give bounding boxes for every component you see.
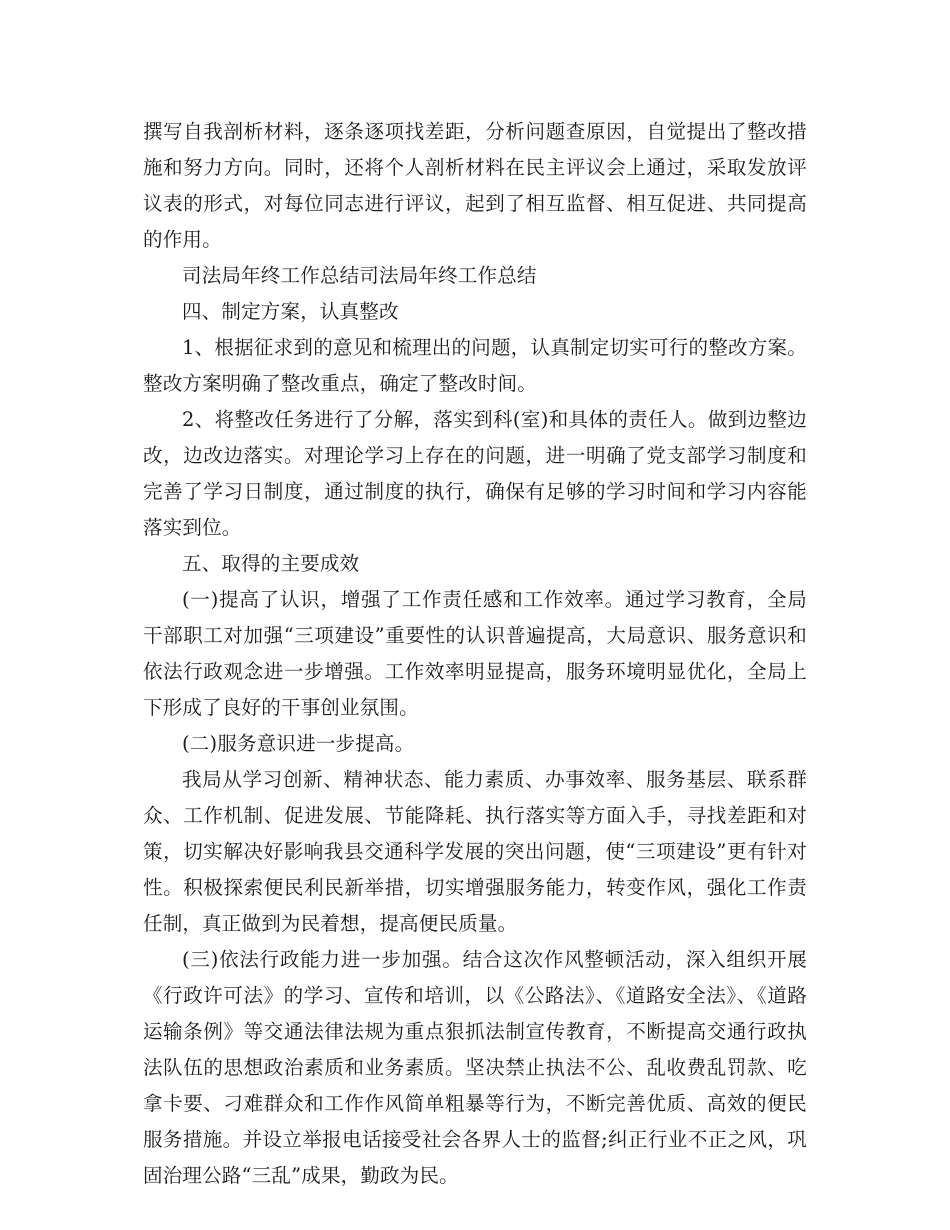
paragraph-item-1: 1、根据征求到的意见和梳理出的问题，认真制定切实可行的整改方案。整改方案明确了整改重点，确定了整改时间。 — [143, 336, 807, 395]
paragraph-item-2: 2、将整改任务进行了分解，落实到科(室)和具体的责任人。做到边整边改，边改边落实。对理论学习上存在的问题，进一明确了党支部学习制度和完善了学习日制度，通过制度的执行，确保有足够的学习时间和学习内容能落实到位。 — [143, 408, 807, 539]
paragraph-1: 撰写自我剖析材料，逐条逐项找差距，分析问题查原因，自觉提出了整改措施和努力方向。同时，还将个人剖析材料在民主评议会上通过，采取发放评议表的形式，对每位同志进行评议，起到了相互监督、相互促进、共同提高的作用。 — [143, 120, 807, 251]
section-heading-5: 五、取得的主要成效 — [182, 552, 360, 575]
paragraph-subsection-3: (三)依法行政能力进一步加强。结合这次作风整顿活动，深入组织开展《行政许可法》的学习、宣传和培训，以《公路法》、《道路安全法》、《道路运输条例》等交通法律法规为重点狠抓法制宣传教育，不断提高交通行政执法队伍的思想政治素质和业务素质。坚决禁止执法不公、乱收费乱罚款、吃拿卡要、刁难群众和工作作风简单粗暴等行为，不断完善优质、高效的便民服务措施。并设立举报电话接受社会各界人士的监督;纠正行业不正之风，巩固治理公路“三乱”成果，勤政为民。 — [143, 948, 807, 1187]
subsection-heading-2: (二)服务意识进一步提高。 — [182, 732, 415, 755]
document-body — [143, 114, 807, 1194]
section-heading-4: 四、制定方案，认真整改 — [182, 300, 399, 323]
paragraph-2: 司法局年终工作总结司法局年终工作总结 — [182, 264, 537, 287]
paragraph-subsection-2-body: 我局从学习创新、精神状态、能力素质、办事效率、服务基层、联系群众、工作机制、促进发展、节能降耗、执行落实等方面入手，寻找差距和对策，切实解决好影响我县交通科学发展的突出问题，使“三项建设”更有针对性。积极探索便民利民新举措，切实增强服务能力，转变作风，强化工作责任制，真正做到为民着想，提高便民质量。 — [143, 768, 807, 935]
paragraph-subsection-1: (一)提高了认识，增强了工作责任感和工作效率。通过学习教育，全局干部职工对加强“三项建设”重要性的认识普遍提高，大局意识、服务意识和依法行政观念进一步增强。工作效率明显提高，服务环境明显优化，全局上下形成了良好的干事创业氛围。 — [143, 588, 807, 719]
